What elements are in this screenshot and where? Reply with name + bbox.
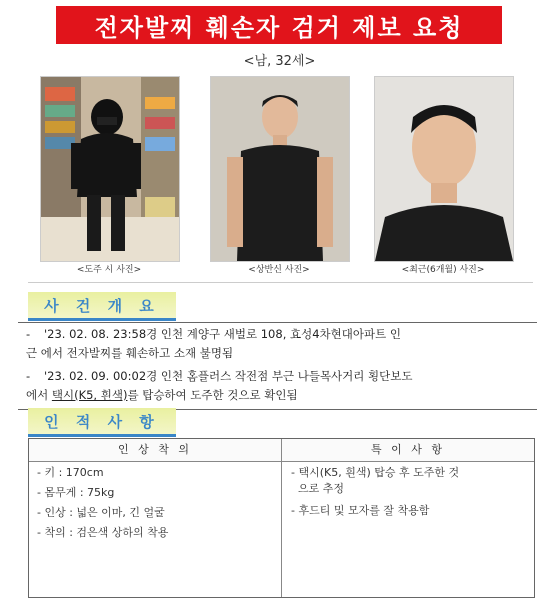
- title-banner: [56, 6, 502, 44]
- note-item: 으로 추정: [291, 482, 344, 495]
- notes-header: 특 이 사 항: [282, 439, 534, 462]
- appearance-item: - 착의 : 검은색 상하의 착용: [37, 526, 169, 539]
- case-item: - '23. 02. 08. 23:58경 인천 계양구 새벌로 108, 효성4차현대아파트 인 근 에서 전자발찌를 훼손하고 소재 불명됨: [26, 327, 401, 360]
- photo-caption: <최근(6개월) 사진>: [401, 265, 485, 275]
- case-summary-box: [18, 322, 537, 410]
- features-table: [28, 438, 535, 598]
- case-item: - '23. 02. 09. 00:02경 인천 홈플러스 작전점 부근 나들목사거리 횡단보도 에서 택시(K5, 흰색)를 탑승하여 도주한 것으로 확인됨: [26, 369, 413, 402]
- recent-photo: [374, 76, 514, 262]
- appearance-header: 인 상 착 의: [29, 439, 281, 462]
- appearance-item: - 인상 : 넓은 이마, 긴 얼굴: [37, 506, 165, 519]
- page-title: 전자발찌 훼손자 검거 제보 요청: [94, 13, 464, 42]
- divider: [28, 282, 533, 283]
- features-heading: 인 적 사 항: [28, 408, 176, 437]
- upper-body-photo: [210, 76, 350, 262]
- appearance-item: - 몸무게 : 75kg: [37, 486, 115, 499]
- photo-caption: <도주 시 사진>: [76, 265, 142, 275]
- cctv-photo: [40, 76, 180, 262]
- note-item: - 택시(K5, 흰색) 탑승 후 도주한 것: [291, 466, 460, 479]
- subtitle: <남, 32세>: [243, 54, 316, 69]
- note-item: - 후드티 및 모자를 잘 착용함: [291, 504, 430, 517]
- case-summary-heading: 사 건 개 요: [28, 292, 176, 321]
- appearance-item: - 키 : 170cm: [37, 466, 104, 479]
- photo-caption: <상반신 사진>: [248, 265, 310, 275]
- taxi-highlight: 택시(K5, 흰색): [51, 388, 128, 402]
- column-divider: [281, 439, 282, 597]
